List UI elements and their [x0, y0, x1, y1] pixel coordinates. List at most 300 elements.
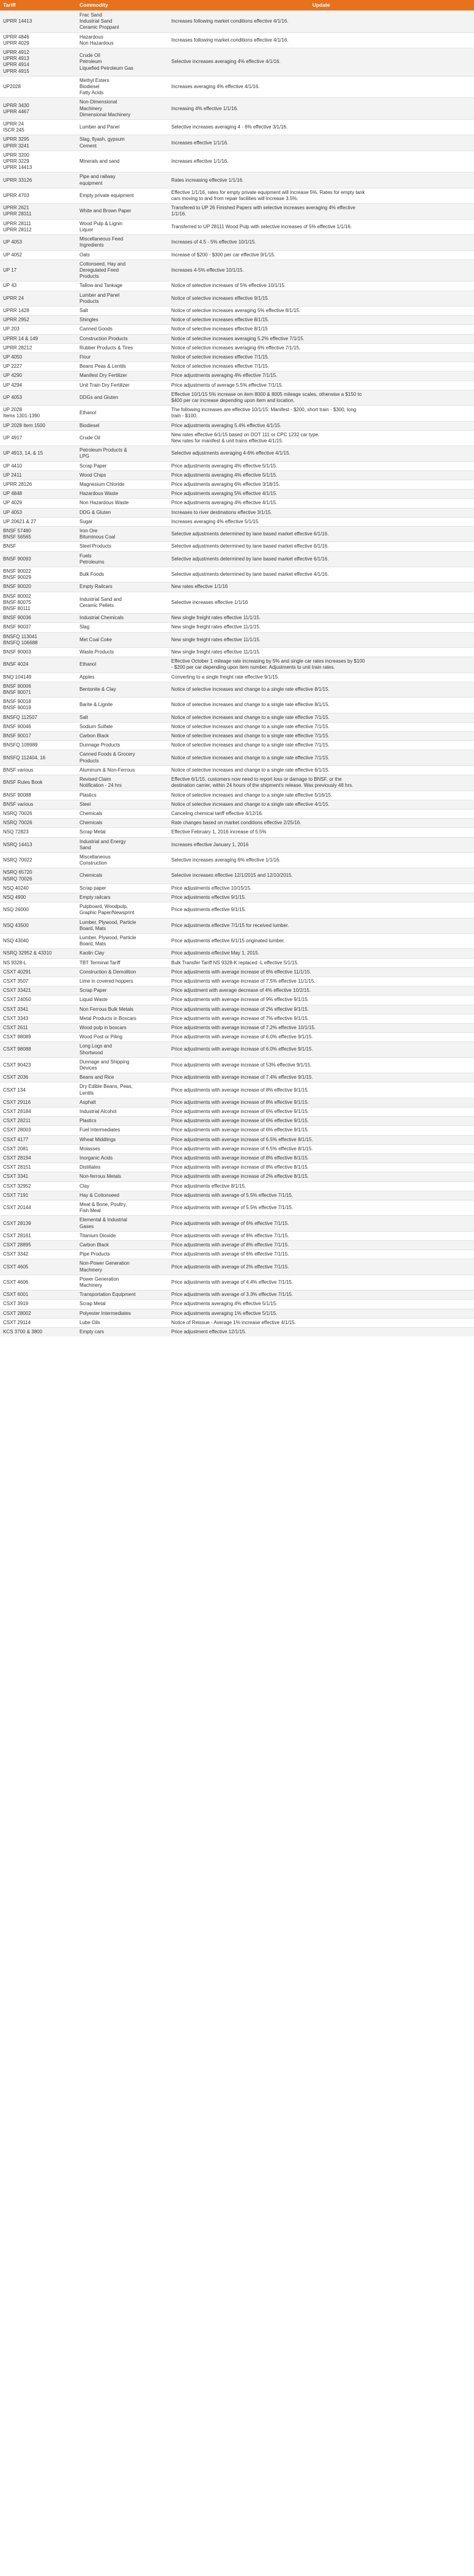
commodity-line: Meat & Bone, Poultry, — [80, 1202, 127, 1208]
commodity-line: Steel — [80, 801, 91, 807]
tariff-line: CSXT 98089 — [3, 1034, 31, 1040]
commodity-cell — [76, 306, 168, 315]
tariff-line: BNSFQ 109989 — [3, 742, 38, 748]
commodity-line: Flour — [80, 354, 91, 360]
update-cell — [168, 682, 474, 697]
update-cell — [168, 316, 474, 325]
update-line: Price adjustments effective 10/15/15. — [171, 885, 252, 891]
update-line: Price adjustments with average of 5.5% effective 7/1/15. — [171, 1192, 294, 1198]
commodity-cell — [76, 352, 168, 362]
update-line: Notice of selective increases effective 7/1/15. — [171, 354, 269, 360]
commodity-cell — [76, 567, 168, 583]
tariff-line: CSXT 20144 — [3, 1205, 31, 1211]
update-cell — [168, 623, 474, 632]
tariff-cell — [0, 32, 76, 48]
tariff-line: NSRQ 70026 — [3, 810, 32, 816]
tariff-cell — [0, 517, 76, 526]
commodity-cell — [76, 334, 168, 343]
update-cell — [168, 828, 474, 837]
commodity-line: Biodiesel — [80, 84, 100, 90]
table-row — [0, 1201, 474, 1216]
tariff-line: BNSF 90093 — [3, 556, 31, 562]
table-row — [0, 11, 474, 33]
update-cell — [168, 517, 474, 526]
commodity-line: Ceramic Proppant — [80, 24, 119, 31]
update-cell — [168, 362, 474, 371]
commodity-line: Waste Products — [80, 649, 114, 655]
commodity-line: Scrap Metal — [80, 1301, 106, 1307]
commodity-cell — [76, 235, 168, 250]
commodity-line: Lumber and Panel — [80, 124, 120, 130]
table-row — [0, 1154, 474, 1163]
commodity-line: Sodium Sulfate — [80, 723, 113, 729]
tariff-cell — [0, 583, 76, 592]
commodity-cell — [76, 1057, 168, 1073]
update-cell — [168, 903, 474, 918]
commodity-line: Lumber and Panel — [80, 292, 120, 298]
tariff-line: BNQ 104149 — [3, 674, 32, 680]
tariff-cell — [0, 884, 76, 893]
tariff-line: CSXT 3919 — [3, 1301, 29, 1307]
update-cell — [168, 1216, 474, 1231]
commodity-cell — [76, 343, 168, 352]
commodity-cell — [76, 508, 168, 517]
commodity-cell — [76, 120, 168, 135]
tariff-line: UP 2411 — [3, 472, 22, 478]
update-line: Notice of selective increases and change to a single rate effective 7/1/15. — [171, 742, 330, 748]
tariff-line: CSXT 28194 — [3, 1155, 31, 1161]
commodity-line: Chemicals — [80, 810, 103, 816]
tariff-cell — [0, 722, 76, 731]
table-row — [0, 698, 474, 713]
commodity-line: Empty private equipment — [80, 192, 134, 198]
tariff-line: CSXT 28002 — [3, 1310, 31, 1316]
commodity-cell — [76, 1231, 168, 1240]
commodity-cell — [76, 390, 168, 405]
commodity-line: Ethanol — [80, 410, 97, 416]
tariff-cell — [0, 852, 76, 868]
commodity-cell — [76, 250, 168, 259]
commodity-line: Fuels — [80, 553, 92, 559]
update-line: Price adjustments effective 8/1/15. — [171, 1183, 246, 1189]
commodity-cell — [76, 996, 168, 1005]
table-row — [0, 1163, 474, 1172]
commodity-cell — [76, 722, 168, 731]
update-line: destination carrier, within 24 hours of the shipment's release. Was previously 48 hrs. — [171, 783, 354, 789]
tariff-line: UPRR 14413 — [3, 165, 32, 171]
tariff-cell — [0, 958, 76, 967]
tariff-line: BNSF — [3, 543, 17, 549]
tariff-line: UPRR 4703 — [3, 192, 29, 198]
commodity-line: Board, Mats — [80, 941, 106, 947]
table-row — [0, 1126, 474, 1135]
tariff-line: CSXT 28895 — [3, 1242, 31, 1248]
table-row — [0, 48, 474, 76]
tariff-cell — [0, 893, 76, 902]
update-line: train - $100. — [171, 413, 198, 419]
commodity-cell — [76, 371, 168, 381]
tariff-line: CSXT 28151 — [3, 1164, 31, 1171]
tariff-cell — [0, 480, 76, 489]
tariff-line: NSRQ 32952 & 43310 — [3, 950, 52, 956]
commodity-cell — [76, 316, 168, 325]
tariff-cell — [0, 508, 76, 517]
update-cell — [168, 1250, 474, 1259]
tariff-line: BNSF 90017 — [3, 733, 31, 739]
update-line: Price adjustments with average increase of 7% effective 9/1/15. — [171, 1015, 309, 1021]
tariff-cell — [0, 381, 76, 390]
update-cell — [168, 204, 474, 219]
update-cell — [168, 1005, 474, 1014]
update-line: Notice of selective increases and change to a single rate effective 8/1/15. — [171, 702, 330, 708]
commodity-cell — [76, 1073, 168, 1082]
commodity-line: Miscellaneous Feed — [80, 236, 124, 242]
tariff-cell — [0, 98, 76, 120]
tariff-cell — [0, 672, 76, 682]
update-cell — [168, 750, 474, 765]
table-row — [0, 259, 474, 281]
update-line: Price adjustment effective 12/1/15. — [171, 1329, 246, 1335]
commodity-cell — [76, 1300, 168, 1309]
table-row — [0, 1107, 474, 1117]
commodity-line: Plastics — [80, 792, 97, 798]
tariff-line: BNSF 56565 — [3, 534, 31, 540]
table-row — [0, 657, 474, 672]
tariff-cell — [0, 1275, 76, 1290]
tariff-line: CSXT 28003 — [3, 1127, 31, 1133]
tariff-cell — [0, 648, 76, 657]
tariff-line: CSXT 3341 — [3, 1174, 29, 1180]
tariff-cell — [0, 750, 76, 765]
update-line: Notice of selective increases and change to a single rate effective 7/1/15. — [171, 723, 330, 729]
tariff-line: UP 4050 — [3, 354, 22, 360]
commodity-cell — [76, 1126, 168, 1135]
header-commodity: Commodity — [76, 0, 168, 11]
tariff-cell — [0, 1290, 76, 1300]
update-cell — [168, 1163, 474, 1172]
table-row — [0, 235, 474, 250]
commodity-line: Lentils — [80, 1090, 94, 1096]
update-cell — [168, 949, 474, 958]
tariff-cell — [0, 682, 76, 697]
tariff-line: BNSF 90022 — [3, 568, 31, 575]
tariff-line: UPRR 24 — [3, 121, 24, 127]
update-cell — [168, 819, 474, 828]
commodity-cell — [76, 1250, 168, 1259]
table-row — [0, 204, 474, 219]
tariff-cell — [0, 1023, 76, 1032]
update-line: Notice of selective increases effective 8/1/15 — [171, 326, 268, 332]
table-row — [0, 1318, 474, 1327]
tariff-line: UP 4294 — [3, 382, 22, 388]
tariff-line: UPRR 3295 — [3, 136, 29, 143]
update-line: Increasing 4% effective 1/1/16. — [171, 105, 239, 111]
tariff-cell — [0, 1057, 76, 1073]
update-line: Effective 6/1/15, customers now need to report loss or damage to BNSF, or the — [171, 776, 342, 783]
commodity-line: Power Generation — [80, 1276, 119, 1282]
update-line: Price adjustments with average of 6% effective 7/1/15. — [171, 1251, 289, 1257]
tariff-cell — [0, 1259, 76, 1275]
update-cell — [168, 583, 474, 592]
tariff-cell — [0, 1328, 76, 1337]
tariff-line: CSXT 2611 — [3, 1024, 28, 1030]
update-cell — [168, 958, 474, 967]
update-cell — [168, 371, 474, 381]
tariff-line: CSXT 29116 — [3, 1099, 31, 1105]
commodity-line: Empty Railcars — [80, 584, 113, 590]
update-cell — [168, 1231, 474, 1240]
update-cell — [168, 325, 474, 334]
tariff-cell — [0, 471, 76, 480]
tariff-cell — [0, 1117, 76, 1126]
table-row — [0, 517, 474, 526]
commodity-line: Crude Oil — [80, 53, 100, 59]
update-line: Notice of selective increases and change to a single rate effective 7/1/15. — [171, 733, 330, 739]
update-line: Increases to river destinations effective 3/1/15. — [171, 509, 272, 515]
tariff-line: CSXT 3507 — [3, 978, 29, 984]
update-line: New single freight rates effective 11/1/15. — [171, 615, 261, 621]
update-cell — [168, 499, 474, 508]
tariff-line: CSXT 98088 — [3, 1046, 31, 1052]
tariff-line: UP 4917 — [3, 434, 22, 441]
commodity-line: Minerals and sand — [80, 158, 120, 165]
commodity-line: Wood Post or Piling — [80, 1034, 123, 1040]
tariff-cell — [0, 235, 76, 250]
commodity-line: Iron Ore — [80, 528, 98, 534]
commodity-line: Non-ferrous Metals — [80, 1174, 122, 1180]
table-row — [0, 1057, 474, 1073]
tariff-line: NS 9328-L — [3, 959, 27, 966]
update-cell — [168, 657, 474, 672]
tariff-cell — [0, 657, 76, 672]
tariff-cell — [0, 446, 76, 461]
commodity-cell — [76, 430, 168, 445]
commodity-line: Products — [80, 298, 99, 304]
update-line: Notice of selective increases averaging 5% effective 8/1/15. — [171, 307, 301, 313]
update-cell — [168, 996, 474, 1005]
commodity-line: Salt — [80, 714, 88, 720]
update-line: Increases of 4.5 - 5% effective 10/1/15. — [171, 239, 256, 245]
update-cell — [168, 1259, 474, 1275]
tariff-line: BNSF 80111 — [3, 606, 31, 612]
commodity-line: Elemental & Industrial — [80, 1217, 127, 1223]
table-row — [0, 542, 474, 551]
update-line: Price adjustments averaging 4% effective 4/1/15. — [171, 500, 278, 506]
commodity-line: Inorganic Acids — [80, 1155, 113, 1161]
update-cell — [168, 381, 474, 390]
update-line: Increases following market conditions effective 4/1/16. — [171, 18, 289, 24]
commodity-line: Deregulated Feed — [80, 267, 119, 273]
tariff-cell — [0, 868, 76, 884]
commodity-cell — [76, 986, 168, 996]
update-line: Notice of selective increases and change to a single rate effective 7/1/15. — [171, 714, 330, 720]
commodity-line: Frac Sand — [80, 12, 102, 18]
tariff-cell — [0, 933, 76, 948]
update-cell — [168, 11, 474, 33]
table-header — [0, 0, 474, 11]
tariff-cell — [0, 819, 76, 828]
tariff-line: BNSF 90071 — [3, 690, 31, 696]
table-row — [0, 967, 474, 977]
update-cell — [168, 837, 474, 852]
update-cell — [168, 406, 474, 421]
update-cell — [168, 852, 474, 868]
commodity-line: Lube Oils — [80, 1319, 100, 1325]
tariff-line: UPRR 4913 — [3, 56, 29, 62]
update-line: Price adjustments with average of 3.3% effective 7/1/15. — [171, 1292, 294, 1298]
tariff-line: UPRR 14 & 149 — [3, 335, 38, 341]
update-cell — [168, 390, 474, 405]
table-row — [0, 1231, 474, 1240]
update-cell — [168, 741, 474, 750]
update-cell — [168, 1290, 474, 1300]
update-line: Selective adjustments determined by lane based market effective 6/1/16. — [171, 556, 329, 562]
commodity-cell — [76, 1107, 168, 1117]
commodity-cell — [76, 648, 168, 657]
commodity-cell — [76, 614, 168, 623]
update-cell — [168, 343, 474, 352]
update-line: Price adjustments with average increase of 2% effective 8/1/15. — [171, 1174, 309, 1180]
commodity-cell — [76, 1259, 168, 1275]
commodity-line: Carbon Black — [80, 1242, 109, 1248]
tariff-line: CSXT 7191 — [3, 1192, 29, 1198]
tariff-line: BNSF various — [3, 767, 34, 773]
tariff-cell — [0, 352, 76, 362]
update-cell — [168, 471, 474, 480]
commodity-cell — [76, 1163, 168, 1172]
tariff-line: UPRR 4846 — [3, 34, 29, 40]
update-line: Effective 1/1/16, rates for empty private equipment will increase 5%. Rates for empty tank — [171, 189, 365, 195]
table-row — [0, 325, 474, 334]
tariff-line: BNSF 90006 — [3, 683, 31, 689]
commodity-line: Hazardous Waste — [80, 491, 119, 497]
commodity-line: Wood Chips — [80, 472, 106, 478]
tariff-cell — [0, 698, 76, 713]
commodity-line: Metal Products in Boxcars — [80, 1015, 136, 1021]
update-cell — [168, 567, 474, 583]
header-row — [0, 0, 474, 11]
tariff-cell — [0, 1107, 76, 1117]
update-line: - $200 per car depending upon item number. Adjustments to unit train rates. — [171, 664, 335, 671]
update-line: Increase of $200 - $300 per car effective 9/1/15. — [171, 251, 276, 258]
tariff-cell — [0, 1135, 76, 1144]
commodity-line: Rubber Products & Tires — [80, 344, 133, 351]
update-cell — [168, 281, 474, 291]
tariff-line: BNSF 80002 — [3, 593, 31, 599]
tariff-line: UP 4913, 14, & 15 — [3, 450, 43, 456]
tariff-line: UPRR 3200 — [3, 152, 29, 158]
tariff-cell — [0, 1318, 76, 1327]
update-line: Selective increases averaging 6% effective 1/1/16. — [171, 857, 281, 863]
commodity-cell — [76, 135, 168, 151]
commodity-cell — [76, 632, 168, 647]
tariff-cell — [0, 918, 76, 933]
commodity-line: Industrial Chemicals — [80, 615, 124, 621]
update-cell — [168, 986, 474, 996]
update-cell — [168, 1107, 474, 1117]
commodity-line: Dunnage Products — [80, 742, 120, 748]
commodity-cell — [76, 765, 168, 775]
commodity-cell — [76, 173, 168, 188]
table-row — [0, 1082, 474, 1098]
commodity-line: Long Logs and — [80, 1043, 112, 1049]
update-line: Notice of selective increases and change to a single rate effective 4/1/15. — [171, 801, 330, 807]
tariff-line: UPRR 28311 — [3, 211, 32, 217]
commodity-cell — [76, 1082, 168, 1098]
commodity-line: Wheat Middlings — [80, 1136, 116, 1142]
commodity-cell — [76, 949, 168, 958]
update-line: Price adjustments with average increase of 6.0% effective 9/1/15. — [171, 1046, 313, 1052]
commodity-line: Dimensional Machinery — [80, 111, 131, 117]
tariff-line: UPRR 2621 — [3, 205, 29, 211]
tariff-line: UPRR 4912 — [3, 50, 29, 56]
commodity-cell — [76, 551, 168, 567]
update-line: Price adjustments with average increase of 6% effective 11/1/15. — [171, 969, 311, 975]
update-line: Notice of selective increases effective 9/1/15. — [171, 295, 269, 301]
update-line: Price adjustments with average increase of 6% effective 9/1/15. — [171, 1118, 309, 1124]
commodity-line: Polyester Intermediates — [80, 1310, 131, 1316]
update-cell — [168, 188, 474, 203]
tariff-cell — [0, 306, 76, 315]
update-line: Price adjustments with average increase of 8% effective 8/1/15. — [171, 1164, 309, 1171]
tariff-cell — [0, 614, 76, 623]
header-tariff: Tariff — [0, 0, 76, 11]
tariff-cell — [0, 713, 76, 722]
update-line: New rates effective 6/1/15 based on DOT 111 or CPC 1232 car type. — [171, 431, 320, 437]
tariff-line: UP 4052 — [3, 251, 22, 258]
tariff-cell — [0, 151, 76, 173]
commodity-line: Board, Mats — [80, 925, 106, 931]
table-row — [0, 996, 474, 1005]
update-line: New rates effective 1/1/16 — [171, 584, 228, 590]
update-line: Price adjustments averaging 4% effective 5/1/15. — [171, 463, 278, 469]
update-cell — [168, 1135, 474, 1144]
commodity-line: Slag — [80, 624, 90, 630]
tariff-cell — [0, 1300, 76, 1309]
update-line: Notice of selective increases and change to a single rate effective 5/16/15. — [171, 792, 333, 798]
update-cell — [168, 1042, 474, 1057]
commodity-cell — [76, 958, 168, 967]
update-cell — [168, 48, 474, 76]
update-cell — [168, 1318, 474, 1327]
tariff-cell — [0, 325, 76, 334]
tariff-cell — [0, 173, 76, 188]
update-line: Bulk Transfer Tariff NS 9328-K replaced -L effective 5/1/15. — [171, 959, 299, 966]
tariff-line: NSRQ 70022 — [3, 857, 32, 863]
update-line: Notice of selective increases effective 8/1/15. — [171, 317, 269, 323]
commodity-line: Pipe Products — [80, 1251, 110, 1257]
update-line: Selective increases effective 1/1/16 — [171, 599, 248, 605]
tariff-line: UP 4053 — [3, 509, 22, 515]
commodity-line: Transportation Equipment — [80, 1292, 136, 1298]
table-row — [0, 352, 474, 362]
tariff-line: NSRQ 70026 — [3, 876, 32, 882]
commodity-line: Construction — [80, 860, 107, 866]
tariff-line: NSQ 43040 — [3, 938, 29, 944]
tariff-cell — [0, 219, 76, 234]
commodity-cell — [76, 1172, 168, 1182]
commodity-cell — [76, 1328, 168, 1337]
tariff-line: NSRQ 65720 — [3, 869, 32, 876]
table-row — [0, 1005, 474, 1014]
commodity-line: Steel Products — [80, 543, 112, 549]
commodity-line: Devices — [80, 1065, 97, 1071]
update-line: Price adjustments effective 9/1/15. — [171, 907, 246, 913]
tariff-line: UP 203 — [3, 326, 20, 332]
table-row — [0, 98, 474, 120]
tariff-line: BNSF 90088 — [3, 792, 31, 798]
commodity-cell — [76, 837, 168, 852]
